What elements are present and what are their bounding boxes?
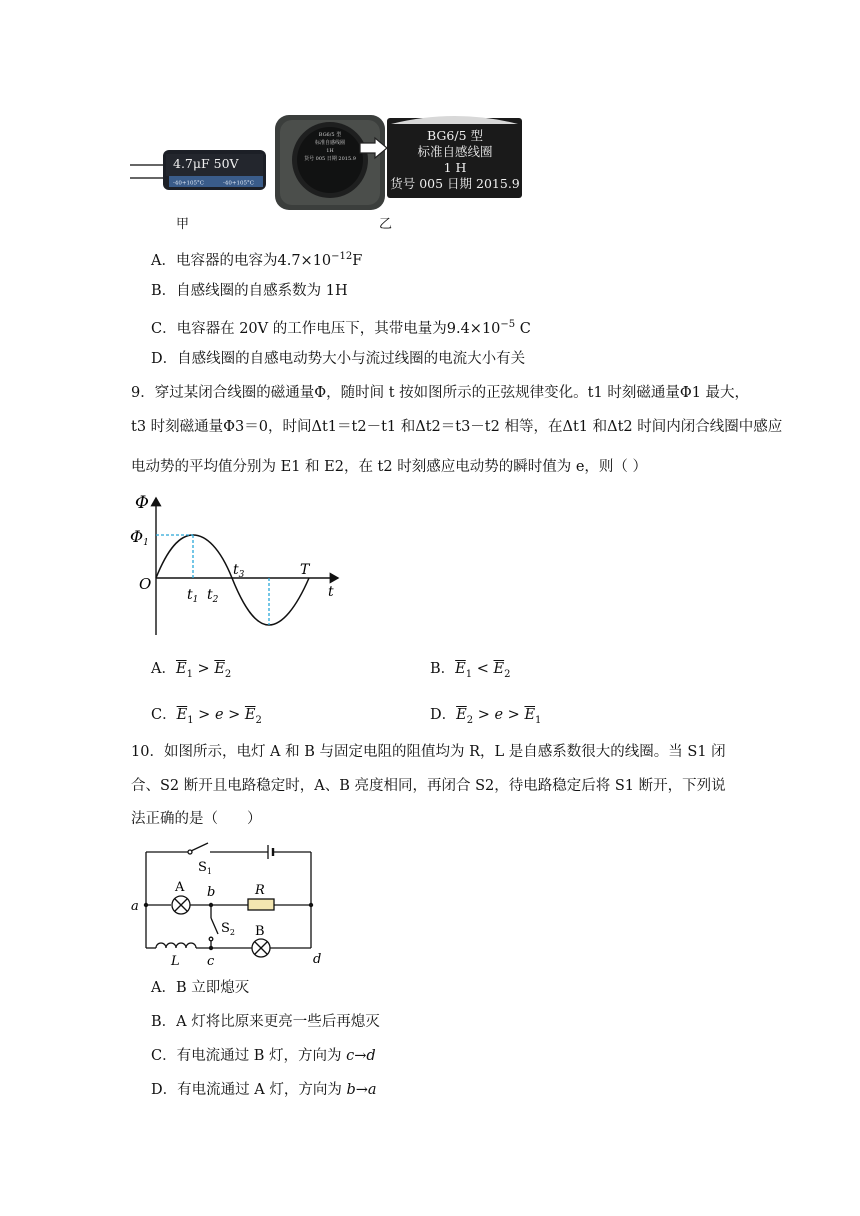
x-axis-label: t [328, 584, 334, 600]
q8-option-a: A．电容器的电容为$4.7\times 10^{-12}F$ [151, 251, 363, 269]
label-inductor-l: L [171, 954, 180, 968]
svg-text:货号 005 日期 2015.9: 货号 005 日期 2015.9 [390, 176, 520, 191]
t3-label: $t_3$ [233, 562, 245, 580]
svg-text:-40+105°C: -40+105°C [223, 180, 254, 187]
circuit-diagram [128, 838, 333, 968]
svg-text:BG6/5 型: BG6/5 型 [427, 128, 483, 143]
q10-option-a: A．B 立即熄灭 [151, 980, 250, 996]
q8-option-c: C．电容器在 20V 的工作电压下，其带电量为$9.4\times 10^{-5}$ C [151, 319, 531, 337]
label-node-b: b [207, 885, 216, 900]
q9-option-c: C．$\overline{E}_1 > e > \overline{E}_2$ [151, 707, 262, 726]
q10-stem-line1: 10．如图所示，电灯 A 和 B 与固定电阻的阻值均为 R，L 是自感系数很大的线圈。当 S1 闭 [131, 744, 726, 760]
svg-text:BG6/5 型: BG6/5 型 [318, 132, 342, 138]
caption-yi: 乙 [379, 217, 393, 232]
t1-label: $t_1$ [187, 587, 199, 605]
q10-option-c: C．有电流通过 B 灯，方向为 c→d [151, 1048, 376, 1064]
label-node-c: c [207, 954, 215, 968]
caption-jia: 甲 [176, 217, 190, 232]
label-lamp-a: A [175, 880, 185, 895]
q10-option-b: B．A 灯将比原来更亮一些后再熄灭 [151, 1014, 380, 1030]
label-node-a: a [131, 899, 139, 914]
svg-text:标准自感线圈: 标准自感线圈 [314, 140, 346, 146]
flux-sine-graph [128, 490, 353, 640]
label-s2: $S_2$ [221, 921, 235, 937]
svg-text:-40+105°C: -40+105°C [173, 180, 204, 187]
q9-option-a: A．$\overline{E}_1 > \overline{E}_2$ [151, 661, 232, 680]
q10-stem-line3: 法正确的是（ ） [131, 811, 262, 827]
phi1-label: Φ1 [130, 527, 149, 548]
coil-label-zoom [387, 116, 522, 198]
label-resistor-r: R [255, 883, 265, 898]
q9-option-d: D．$\overline{E}_2 > e > \overline{E}_1$ [430, 707, 542, 726]
label-s1: $S_1$ [198, 860, 212, 876]
q10-stem-line2: 合、S2 断开且电路稳定时，A、B 亮度相同，再闭合 S2，待电路稳定后将 S1 断开，下列说 [131, 778, 726, 794]
q9-stem-line1: 9．穿过某闭合线圈的磁通量Φ，随时间 t 按如图所示的正弦规律变化。t1 时刻磁通量Φ1 最大， [131, 385, 750, 401]
inductor-coil-image [275, 115, 385, 210]
q8-option-b: B．自感线圈的自感系数为 1H [151, 283, 348, 299]
y-axis-label: Φ [135, 493, 149, 513]
label-node-d: d [313, 952, 322, 967]
label-lamp-b: B [255, 924, 265, 939]
t2-label: $t_2$ [207, 587, 219, 605]
period-label: T [300, 562, 310, 578]
q9-stem-line2: t3 时刻磁通量Φ3＝0，时间Δt1＝t2－t1 和Δt2＝t3－t2 相等，在Δt1 和Δt2 时间内闭合线圈中感应 [131, 419, 783, 435]
q8-option-d: D．自感线圈的自感电动势大小与流过线圈的电流大小有关 [151, 351, 526, 367]
flux-curve [156, 535, 309, 625]
switch-s2-blade [211, 918, 218, 934]
q10-option-d: D．有电流通过 A 灯，方向为 b→a [151, 1082, 377, 1098]
switch-s1-blade [191, 843, 208, 851]
capacitor-label: 4.7μF 50V [173, 156, 239, 171]
capacitor-image [163, 150, 266, 190]
q9-stem-line3: 电动势的平均值分别为 E1 和 E2，在 t2 时刻感应电动势的瞬时值为 e，则（ ） [131, 459, 648, 475]
svg-text:1H: 1H [326, 148, 334, 154]
components-photo-figure [125, 110, 535, 230]
svg-text:1 H: 1 H [443, 160, 467, 175]
q9-option-b: B．$\overline{E}_1 < \overline{E}_2$ [430, 661, 511, 680]
svg-text:货号 005 日期 2015.9: 货号 005 日期 2015.9 [304, 156, 356, 162]
origin-label: O [139, 575, 152, 593]
svg-text:标准自感线圈: 标准自感线圈 [417, 144, 493, 159]
